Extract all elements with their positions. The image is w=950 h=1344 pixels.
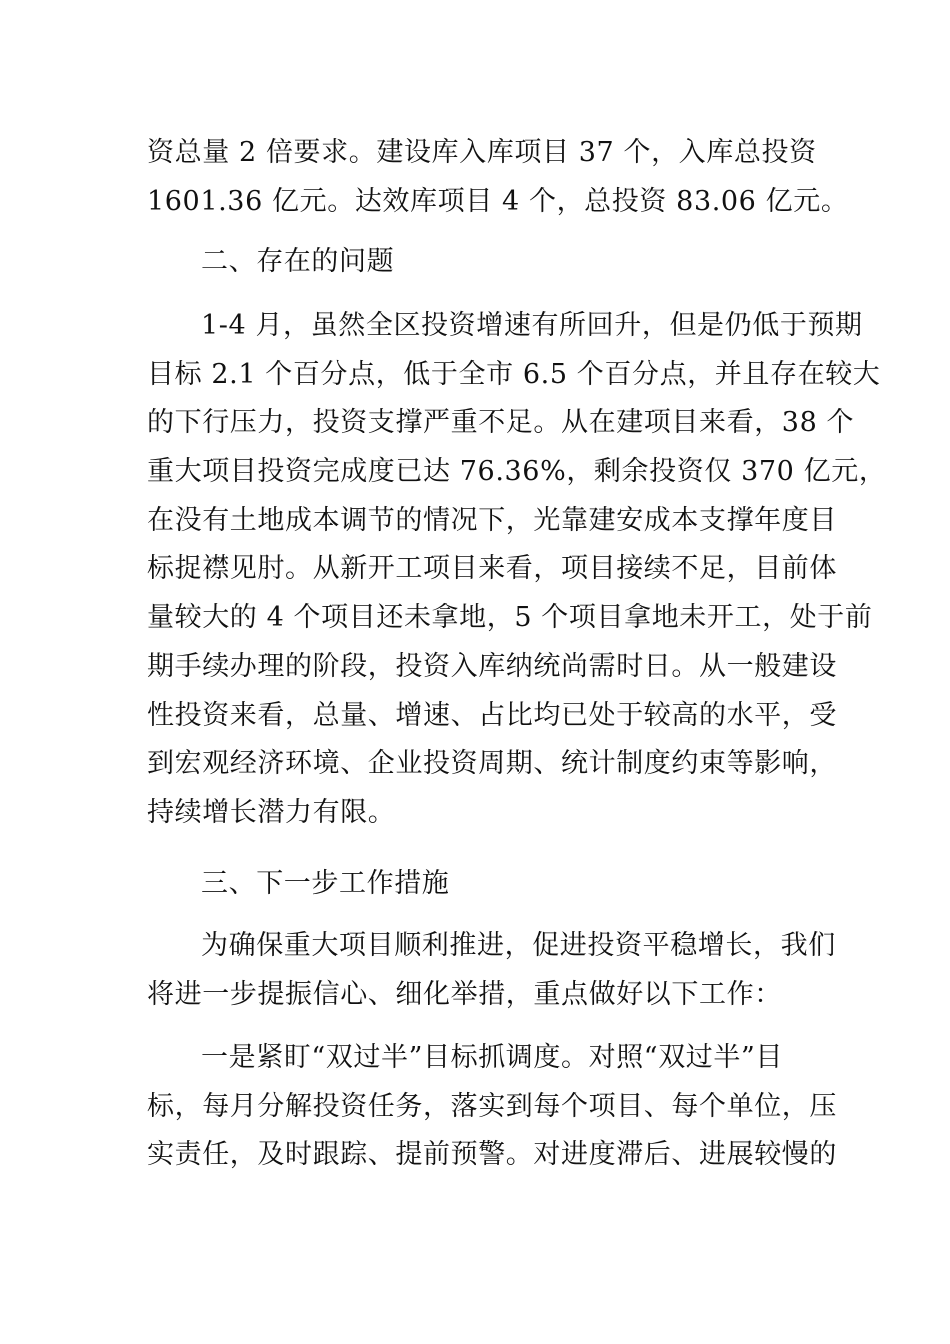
paragraph-problems xyxy=(147,302,887,838)
text-line: 标，每月分解投资任务，落实到每个项目、每个单位，压 xyxy=(147,1090,837,1122)
text-line: 一是紧盯“双过半”目标抓调度。对照“双过半”目 xyxy=(201,1042,784,1073)
text-line: 重大项目投资完成度已达 76.36%，剩余投资仅 370 亿元， xyxy=(147,456,887,488)
text-line: 量较大的 4 个项目还未拿地，5 个项目拿地未开工，处于前 xyxy=(147,602,873,634)
paragraph-intro xyxy=(147,922,836,1019)
text-line: 期手续办理的阶段，投资入库纳统尚需时日。从一般建设 xyxy=(147,650,837,682)
section-heading-problems xyxy=(147,238,807,287)
section-heading-next-steps xyxy=(147,860,807,909)
section-heading: 三、下一步工作措施 xyxy=(201,868,450,899)
text-line: 1-4 月，虽然全区投资增速有所回升，但是仍低于预期 xyxy=(201,310,863,341)
text-line: 持续增长潜力有限。 xyxy=(147,796,396,828)
text-line: 标捉襟见肘。从新开工项目来看，项目接续不足，目前体 xyxy=(147,553,837,585)
text-line: 在没有土地成本调节的情况下，光靠建安成本支撑年度目 xyxy=(147,504,837,536)
text-line: 资总量 2 倍要求。建设库入库项目 37 个，入库总投资 xyxy=(147,137,817,168)
text-line: 目标 2.1 个百分点，低于全市 6.5 个百分点，并且存在较大 xyxy=(147,358,881,390)
section-heading: 二、存在的问题 xyxy=(201,246,395,277)
paragraph-measure-one xyxy=(147,1034,837,1180)
text-line: 将进一步提振信心、细化举措，重点做好以下工作： xyxy=(147,978,782,1010)
text-line: 到宏观经济环境、企业投资周期、统计制度约束等影响， xyxy=(147,748,837,780)
paragraph-continued xyxy=(147,129,849,226)
text-line: 的下行压力，投资支撑严重不足。从在建项目来看，38 个 xyxy=(147,407,855,439)
text-line: 为确保重大项目顺利推进，促进投资平稳增长，我们 xyxy=(201,930,836,961)
text-line: 性投资来看，总量、增速、占比均已处于较高的水平，受 xyxy=(147,699,837,731)
text-line: 1601.36 亿元。达效库项目 4 个，总投资 83.06 亿元。 xyxy=(147,185,849,217)
text-line: 实责任，及时跟踪、提前预警。对进度滞后、进展较慢的 xyxy=(147,1139,837,1171)
